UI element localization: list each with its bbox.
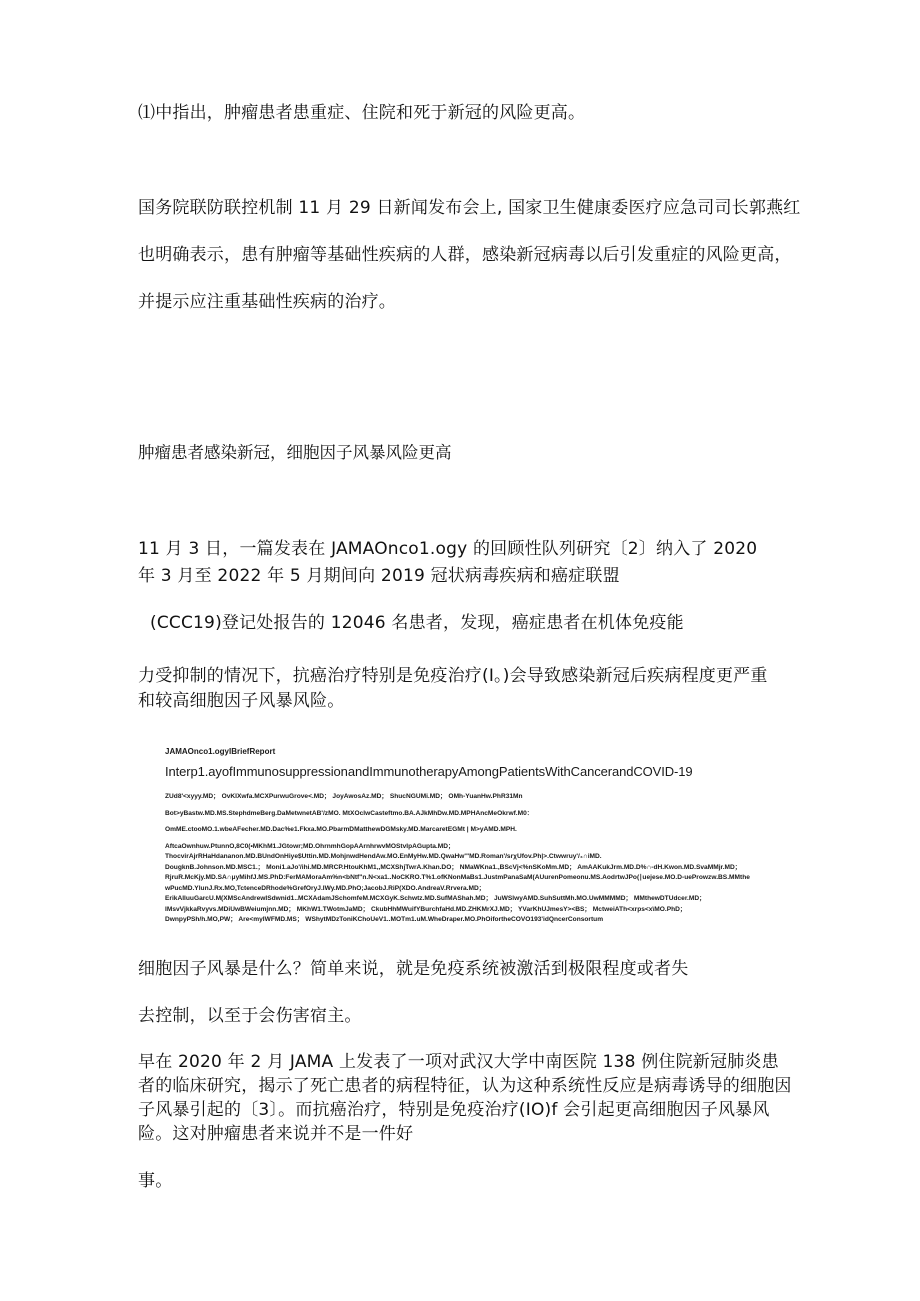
paragraph-5-line-4: 险。这对肿瘤患者来说并不是一件好 — [138, 1124, 414, 1144]
paragraph-2-line-1: 国务院联防联控机制 11 月 29 日新闻发布会上, 国家卫生健康委医疗应急司司长郭燕红 — [138, 198, 801, 218]
paper-screenshot — [165, 746, 805, 926]
author-line: RjruR.McKjy.MD.SA∩μyMihfJ.MS.PhD:FerMAMoraAm%n<bNtf"n.N<xa1..NoCKRO.T%1.ofKNonMaBs1.JustmPanaSaM(AUurenPomeonu.MS.AodrtwJPo(∣uejese.MO.D-ueProwzw.BS.MMthe — [165, 874, 750, 881]
author-line: IMsvVjkkaRvyvs.MDiUwBWeiumjnn.MD； MKhW1.TWotmJaMD； CkubHhMWuifYBurchfaHd.MD.ZHKMrXJ.MD； YVarKhUJmesY><BS； MctweiATh<xrps<x\MO.PhD； — [165, 905, 687, 913]
paragraph-2-line-3: 并提示应注重基础性疾病的治疗。 — [138, 292, 396, 312]
paragraph-3-line-2: 年 3 月至 2022 年 5 月期间向 2019 冠状病毒疾病和癌症联盟 — [138, 566, 620, 586]
section-heading: 肿瘤患者感染新冠，细胞因子风暴风险更高 — [138, 443, 452, 462]
paragraph-5-line-3: 子风暴引起的〔3〕。而抗癌治疗，特别是免疫治疗(IO)f 会引起更高细胞因子风暴风 — [138, 1100, 770, 1120]
author-line: wPucMD.YlunJ.Rx.MO,TctenceDRhode%GrefOryJ.IWy.MD.PhO;JacobJ.RiP(XDO.AndreaV.Rrvera.MD； — [165, 884, 486, 892]
paragraph-5-line-2: 者的临床研究，揭示了死亡患者的病程特征，认为这种系统性反应是病毒诱导的细胞因 — [138, 1076, 792, 1096]
paragraph-1: ⑴中指出，肿瘤患者患重症、住院和死于新冠的风险更高。 — [138, 103, 586, 123]
author-line: OmME.ctooMO.1.wbeAFecher.MD.Dac%e1.Fkxa.MO.PbarmDMatthewDGMsky.MD.MarcaretEGMt | M>yAMD.MPH. — [165, 826, 517, 833]
author-line: ThocvirAjrRHaHdananon.MD.BUndOnHiye$Uttin.MD.MohjnwdHendAw.MO.EnMyHw.MD.QwaHw'"MD.Roman'/srχUfov.Ph|>.Ctwwruy'/₄∩iMD. — [165, 853, 602, 860]
paper-title: Interp1.ayofImmunosuppressionandImmunotherapyAmongPatientsWithCancerandCOVID-19 — [165, 764, 693, 779]
author-line: AftcaOwnhuw.PtunnO,8C0(•MKhM1.JGtowr;MD.OhrnmhGopAArnhrwvMOStvIpAGupta.MD； — [165, 842, 455, 850]
paragraph-3-line-4: 力受抑制的情况下，抗癌治疗特别是免疫治疗(I。)会导致感染新冠后疾病程度更严重 — [138, 666, 768, 686]
paragraph-3-line-5: 和较高细胞因子风暴风险。 — [138, 691, 345, 711]
paper-author-list — [165, 792, 805, 926]
paragraph-3-line-1: 11 月 3 日，一篇发表在 JAMAOnco1.ogy 的回顾性队列研究〔2〕纳入了 2020 — [138, 539, 758, 559]
paragraph-3-line-3: (CCC19)登记处报告的 12046 名患者，发现，癌症患者在机体免疫能 — [150, 613, 684, 633]
author-line: DougknB.Johnson.MD.MSC1.； Moni1.aJo'/ihi.MD.MRCP.HtouKhM1,,MCXShjTwrA.Khan.DO； NMaWKna1.,BScVj<%nSKoMm.MD； AmAAKukJrm.MD.D%∩-dH.Kwon.MD.SvaMMjr.MD； — [165, 863, 742, 871]
paragraph-2-line-2: 也明确表示，患有肿瘤等基础性疾病的人群，感染新冠病毒以后引发重症的风险更高， — [138, 245, 792, 265]
paragraph-6: 事。 — [138, 1171, 173, 1191]
author-line: ZUd8'<xyyy.MD； OvKIXwfa.MCXPurwuGrove<.MD； JoyAwosAz.MD； ShucNGUMi.MD； OMh-YuanHw.PhR31Mn — [165, 793, 523, 800]
author-line: Bot>yBastw.MD.MS.StephdmeBerg.DaMetwnetAB'/zMO. MtXOclwCasteftmo.BA.AJkMhDw.MD.MPHAncMeOkrwf.M0： — [165, 809, 534, 817]
paper-journal-label: JAMAOnco1.ogyIBriefReport — [165, 747, 276, 756]
author-line: ErikAlluuGarcU.M(XMScAndrewISdwnid1..MCXAdamJSchomfeM.MCXGyK.Schwtz.MD.SufMAShah.MD； JuWSlwyAMD.SuhSuttMh.MO.UwMMMMD； MMthewDTUdcer.MD； — [165, 895, 706, 902]
paragraph-5-line-1: 早在 2020 年 2 月 JAMA 上发表了一项对武汉大学中南医院 138 例住院新冠肺炎患 — [138, 1052, 779, 1072]
paragraph-4-line-2: 去控制，以至于会伤害宿主。 — [138, 1006, 362, 1026]
paragraph-4-line-1: 细胞因子风暴是什么？简单来说，就是免疫系统被激活到极限程度或者失 — [138, 959, 689, 979]
author-line: DwnpyPSh/h.MO,PW； Are<myIWFMD.MS； WShytMDzToniKChoUeV1..MOTm1.uM.WheDraper.MO.PhOifortheCOVO193'idQncerConsortum — [165, 916, 604, 923]
